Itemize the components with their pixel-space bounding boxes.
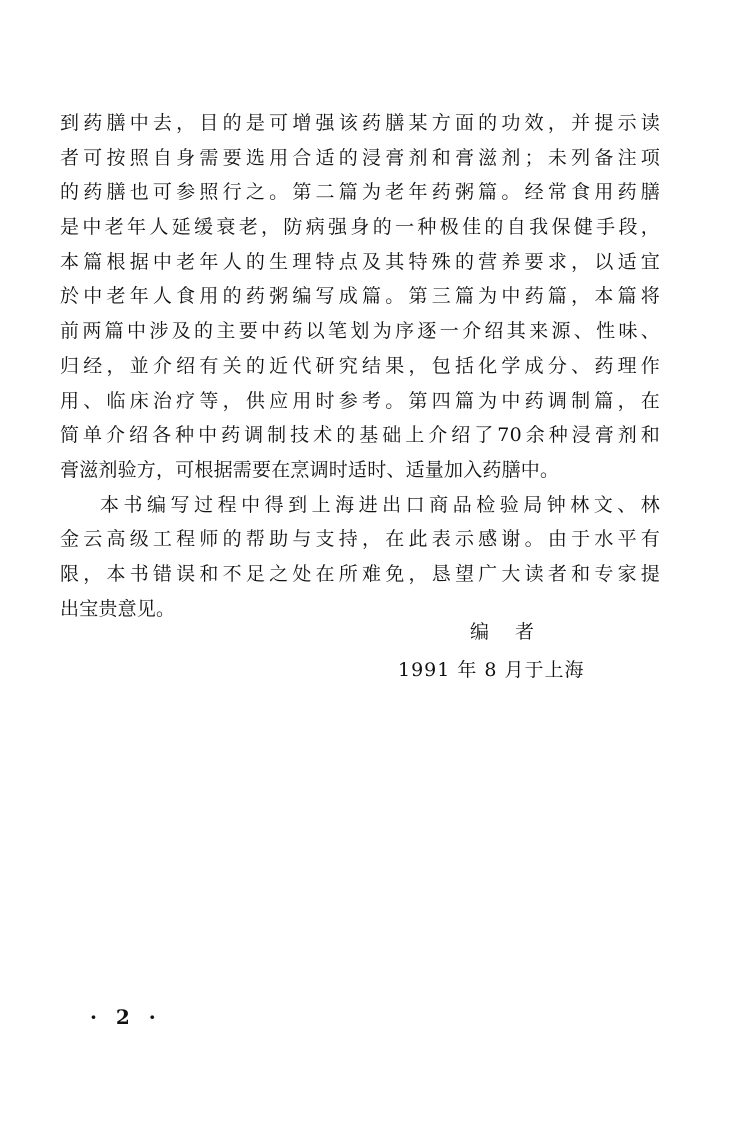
text-line: 金云高级工程师的帮助与支持，在此表示感谢。由于水平有 xyxy=(60,528,660,551)
author-signature: 编 者 xyxy=(470,621,545,643)
text-line: 用、临床治疗等，供应用时参考。第四篇为中药调制篇，在 xyxy=(60,389,660,412)
signature-date: 1991 年 8 月于上海 xyxy=(398,659,585,681)
text-line: 限，本书错误和不足之处在所难免，恳望广大读者和专家提 xyxy=(60,562,660,585)
text-line: 膏滋剂验方，可根据需要在烹调时适时、适量加入药膳中。 xyxy=(60,458,560,481)
text-line: 於中老年人食用的药粥编写成篇。第三篇为中药篇，本篇将 xyxy=(60,285,660,308)
page-number: · 2 · xyxy=(90,1005,162,1029)
preface-text xyxy=(60,106,660,626)
text-line: 前两篇中涉及的主要中药以笔划为序逐一介绍其来源、性味、 xyxy=(60,320,660,343)
text-line: 简单介绍各种中药调制技术的基础上介绍了70余种浸膏剂和 xyxy=(60,424,660,447)
text-line: 本篇根据中老年人的生理特点及其特殊的营养要求，以适宜 xyxy=(60,250,660,273)
text-line: 是中老年人延缓衰老，防病强身的一种极佳的自我保健手段， xyxy=(60,216,660,239)
text-line: 的药膳也可参照行之。第二篇为老年药粥篇。经常食用药膳 xyxy=(60,181,660,204)
text-line: 者可按照自身需要选用合适的浸膏剂和膏滋剂；未列备注项 xyxy=(60,146,660,169)
text-line: 归经，並介绍有关的近代研究结果，包括化学成分、药理作 xyxy=(60,354,660,377)
text-line: 本书编写过程中得到上海进出口商品检验局钟林文、林 xyxy=(100,493,660,516)
text-line: 到药膳中去，目的是可增强该药膳某方面的功效，并提示读 xyxy=(60,112,660,134)
text-line: 出宝贵意见。 xyxy=(60,597,176,620)
